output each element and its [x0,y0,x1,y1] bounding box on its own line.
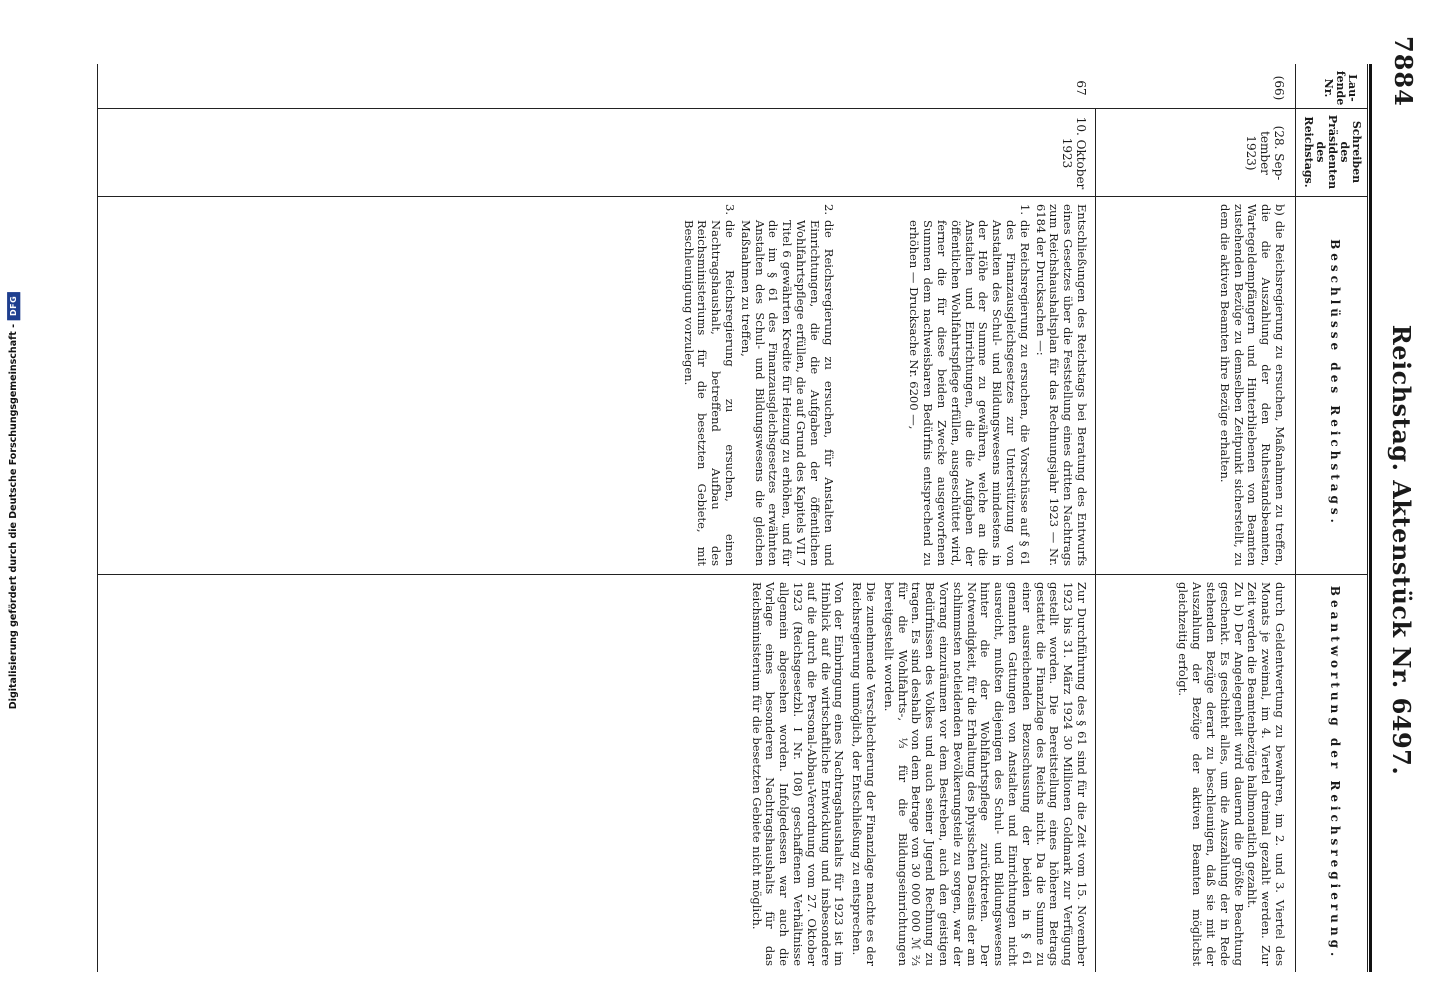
row-67-answers [749,582,1088,966]
credit-text: Digitalisierung gefördert durch die Deutsche Forschungsgemeinschaft - [8,323,20,709]
resolution-item-text: die Reichsregierung zu ersuchen, einen Nachtragshaushalt, betreffend Aufbau des Reichsministeriums für die besetzten Gebiete, mit Beschleunigung vorzulegen. [681,220,738,566]
resolution-item-number: 2. [821,204,836,215]
resolution-item-2 [738,204,835,566]
header-lfd-nr: Lau- fende Nr. [1322,70,1359,106]
answer-paragraph-1: Zur Durchführung des § 61 sind für die Zeit vom 15. November 1923 bis 31. März 1924 30 Millionen Goldmark zur Verfügung gestellt worden. Die Bereitstellung eines höheren Betrags gestattet die Finanzlage des Reichs nicht. Da die Summe zu einer ausreichenden Bezuschussung der beiden in § 61 genannten Gattungen von Anstalten und Einrichtungen nicht ausreicht, mußten diejenigen des Schul- und Bildungswesens hinter die der Wohlfahrtspflege zurücktreten. Der Notwendigkeit, für die Erhaltung des physischen Daseins der am schlimmsten notleidenden Bevölkerungsteile zu sorgen, war der Vorrang einzuräumen vor dem Bestreben, auch den geistigen Bedürfnissen des Volkes und auch seiner Jugend Rechnung zu tragen. Es sind deshalb von dem Betrage von 30 000 000 ℳ ⅔ für die Wohlfahrts-, ⅓ für die Bildungseinrichtungen bereitgestellt worden. [881,582,1089,966]
resolution-item-number: 1. [1017,204,1032,215]
answer-paragraph-2: Die zunehmende Verschlechterung der Finanzlage machte es der Reichsregierung unmöglich, der Entschließung zu entsprechen. [850,582,879,966]
header-beschluesse: Beschlüsse des Reichstags. [1328,239,1342,527]
resolution-item-1 [907,204,1031,566]
row-67-resolutions [681,204,1088,566]
resolution-item-text: die Reichsregierung zu ersuchen, die Vorschüsse auf § 61 des Finanzausgleichsgesetzes zur Unterstützung von Anstalten des Schul- und Bildungswesens mindestens in der Höhe der Summe zu gewähren, welche an die Anstalten und Einrichtungen, die die Aufgaben der öffentlichen Wohlfahrtspflege erfüllen, ausgeschüttet wird, ferner die für diese beiden Zwecke ausgeworfenen Summen dem nachweisbaren Bedürfnis entsprechend zu erhöhen — Drucksache Nr. 6200 —, [907,220,1032,566]
row-66-date: (28. Sep- tember 1923) [1244,125,1286,181]
row-66-answer: durch Geldentwertung zu bewahren, im 2. und 3. Viertel des Monats je zweimal, im 4. Viertel dreimal gezahlt werden. Zur Zeit werden die Beamtenbezüge halbmonatlich gezahlt. Zu b) Der Angelegenheit wird dauernd die größte Beachtung geschenkt. Es geschieht alles, um die Auszahlung der in Rede stehenden Bezüge derart zu beschleunigen, daß sie mit der Auszahlung der Bezüge der aktiven Beamten möglichst gleichzeitig erfolgt. [1176,582,1287,966]
col-divider-3 [98,574,1368,575]
row-67-intro: Entschließungen des Reichstags bei Beratung des Entwurfs eines Gesetzes über die Feststellung eines dritten Nachtrags zum Reichshaushaltsplan für das Rechnungsjahr 1923 — Nr. 6184 der Drucksachen —: [1033,204,1089,566]
running-head: Reichstag. Aktenstück Nr. 6497. [1387,324,1416,776]
resolution-item-3 [681,204,736,566]
resolution-item-number: 3. [723,204,738,215]
header-rule [1295,64,1296,972]
col-divider-1 [98,108,1368,109]
header-schreiben: Schreiben des Präsidenten des Reichstags. [1302,114,1363,190]
resolution-item-text: die Reichsregierung zu ersuchen, für Anstalten und Einrichtungen, die die Aufgaben der öffentlichen Wohlfahrtspflege erfüllen, die auf Grund des Kapitels VII 7 Titel 6 gewährten Kredite für Heizung zu erhöhen, und für die im § 61 des Finanzausgleichsgesetzes erwähnten Anstalten des Schul- und Bildungswesens die gleichen Maßnahmen zu treffen, [738,220,836,566]
header-beantwortung: Beantwortung der Reichsregierung. [1328,585,1342,961]
top-rule [1369,64,1372,972]
answer-paragraph-3: Von der Einbringung eines Nachtragshaushalts für 1923 ist im Hinblick auf die wirtschaftliche Entwicklung und insbesondere auf die durch die Personal-Abbau-Verordnung vom 27. Oktober 1923 (Reichsgesetzbl. I Nr. 108) geschaffenen Verhältnisse allgemein abgesehen worden. Infolgedessen war auch die Vorlage eines besonderen Nachtragshaushalts für das Reichsministerium für die besetzten Gebiete nicht möglich. [749,582,847,966]
top-rule-thin [1367,64,1368,972]
row-67-number: 67 [1074,80,1088,96]
row-66-number: (66) [1272,75,1286,101]
row-66-resolution: b) die Reichsregierung zu ersuchen, Maßnahmen zu treffen, die die Auszahlung der den Ruhestandsbeamten, Wartegeldempfängern und Hinterbliebenen von Beamten zustehenden Bezüge zu demselben Zeitpunkt sicherstellt, zu dem die aktiven Beamten ihre Bezüge erhalten. [1217,204,1287,566]
dfg-logo: DFG [8,291,21,319]
bottom-rule [97,64,98,972]
page-number: 7884 [1389,36,1418,107]
col-divider-2 [98,196,1368,197]
row-divider [1095,108,1096,972]
row-67-date: 10. Oktober 1923 [1060,116,1088,190]
